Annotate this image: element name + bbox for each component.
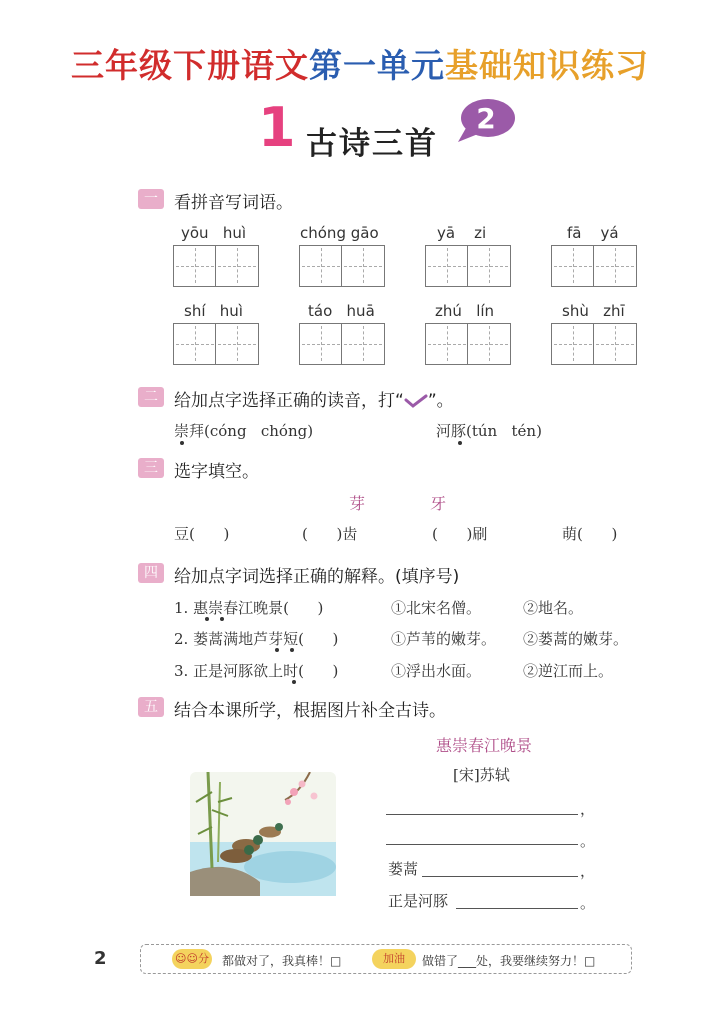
writing-grid[interactable] bbox=[173, 245, 259, 287]
smiley-icon: ☺☺ bbox=[175, 952, 198, 965]
poem-line-start: 正是河豚 bbox=[388, 892, 449, 910]
section-badge: 四 bbox=[138, 563, 164, 583]
pinyin-label: yōu huì bbox=[181, 224, 247, 242]
cheer-badge: 加油 bbox=[372, 949, 416, 969]
meaning-option: ②逆江而上。 bbox=[523, 662, 614, 680]
section-title: 选字填空。 bbox=[174, 462, 259, 482]
meaning-question[interactable]: 3. 正是河豚欲上时( ) bbox=[174, 662, 339, 680]
choice-characters: 芽 牙 bbox=[349, 494, 477, 513]
fill-blank[interactable]: ( )刷 bbox=[432, 525, 488, 543]
section-title-end: ”。 bbox=[427, 391, 454, 411]
emphasis-dot bbox=[220, 617, 224, 621]
pinyin-label: fā yá bbox=[567, 224, 619, 242]
poem-title: 惠崇春江晚景 bbox=[436, 736, 533, 755]
section-badge: 三 bbox=[138, 458, 164, 478]
emphasis-dot bbox=[275, 648, 279, 652]
poem-line-blank[interactable] bbox=[456, 908, 578, 909]
writing-grid[interactable] bbox=[173, 323, 259, 365]
fill-blank[interactable]: ( )齿 bbox=[302, 525, 358, 543]
section-badge: 一 bbox=[138, 189, 164, 209]
pinyin-label: yā zi bbox=[437, 224, 487, 242]
title-part-grade: 三年级下册语文 bbox=[71, 46, 309, 85]
emphasis-dot bbox=[458, 441, 462, 445]
pinyin-label: táo huā bbox=[308, 302, 375, 320]
check-mark-icon bbox=[404, 394, 428, 408]
poem-line-blank[interactable] bbox=[422, 876, 578, 877]
poem-punctuation: 。 bbox=[580, 832, 596, 850]
pinyin-label: shù zhī bbox=[562, 302, 625, 320]
writing-grid[interactable] bbox=[425, 323, 511, 365]
page-number: 2 bbox=[94, 948, 107, 969]
meaning-option: ②蒌蒿的嫩芽。 bbox=[523, 630, 629, 648]
fill-blank[interactable]: 豆( ) bbox=[174, 525, 230, 543]
writing-grid[interactable] bbox=[425, 245, 511, 287]
section-title: 看拼音写词语。 bbox=[174, 193, 293, 213]
meaning-option: ①芦苇的嫩芽。 bbox=[391, 630, 497, 648]
writing-grid[interactable] bbox=[299, 245, 385, 287]
writing-grid[interactable] bbox=[551, 245, 637, 287]
writing-grid[interactable] bbox=[551, 323, 637, 365]
mistake-text[interactable]: 做错了___处，我要继续努力！□ bbox=[422, 954, 596, 968]
reading-option[interactable]: 崇拜(cóng chóng) bbox=[174, 422, 314, 440]
emphasis-dot bbox=[290, 648, 294, 652]
lesson-title: 古诗三首 bbox=[306, 126, 438, 162]
pinyin-label: shí huì bbox=[184, 302, 243, 320]
lesson-part-number: 2 bbox=[476, 102, 496, 135]
lesson-number: 1 bbox=[258, 96, 296, 159]
meaning-option: ①浮出水面。 bbox=[391, 662, 482, 680]
section-title: 结合本课所学，根据图片补全古诗。 bbox=[174, 701, 446, 721]
score-badge bbox=[172, 949, 212, 969]
poem-punctuation: ， bbox=[580, 862, 596, 880]
all-correct-text[interactable]: 都做对了，我真棒！□ bbox=[222, 954, 342, 968]
section-title: 给加点字词选择正确的解释。(填序号) bbox=[174, 567, 460, 587]
poem-line-blank[interactable] bbox=[386, 814, 578, 815]
poem-line-start: 蒌蒿 bbox=[388, 860, 419, 878]
score-tag-label: 分 bbox=[197, 952, 209, 965]
poem-line-blank[interactable] bbox=[386, 844, 578, 845]
title-part-exercise: 基础知识练习 bbox=[445, 46, 649, 85]
meaning-option: ②地名。 bbox=[523, 599, 584, 617]
section-badge: 二 bbox=[138, 387, 164, 407]
meaning-option: ①北宋名僧。 bbox=[391, 599, 482, 617]
emphasis-dot bbox=[292, 680, 296, 684]
section-title-start: 给加点字选择正确的读音，打“ bbox=[174, 391, 404, 411]
section-badge: 五 bbox=[138, 697, 164, 717]
section-title bbox=[174, 386, 454, 411]
poem-punctuation: 。 bbox=[580, 894, 596, 912]
emphasis-dot bbox=[205, 617, 209, 621]
pinyin-label: chóng gāo bbox=[300, 224, 379, 242]
title-part-unit: 第一单元 bbox=[309, 46, 445, 85]
writing-grid[interactable] bbox=[299, 323, 385, 365]
poem-punctuation: ， bbox=[580, 800, 596, 818]
meaning-question[interactable]: 2. 蒌蒿满地芦芽短( ) bbox=[174, 630, 339, 648]
pinyin-label: zhú lín bbox=[435, 302, 495, 320]
emphasis-dot bbox=[180, 441, 184, 445]
river-ducks-illustration bbox=[190, 772, 336, 896]
meaning-question[interactable]: 1. 惠崇春江晚景( ) bbox=[174, 599, 324, 617]
poem-author: [宋]苏轼 bbox=[453, 766, 510, 784]
reading-option[interactable]: 河豚(tún tén) bbox=[436, 422, 542, 440]
page-title bbox=[0, 40, 720, 87]
fill-blank[interactable]: 萌( ) bbox=[562, 525, 618, 543]
